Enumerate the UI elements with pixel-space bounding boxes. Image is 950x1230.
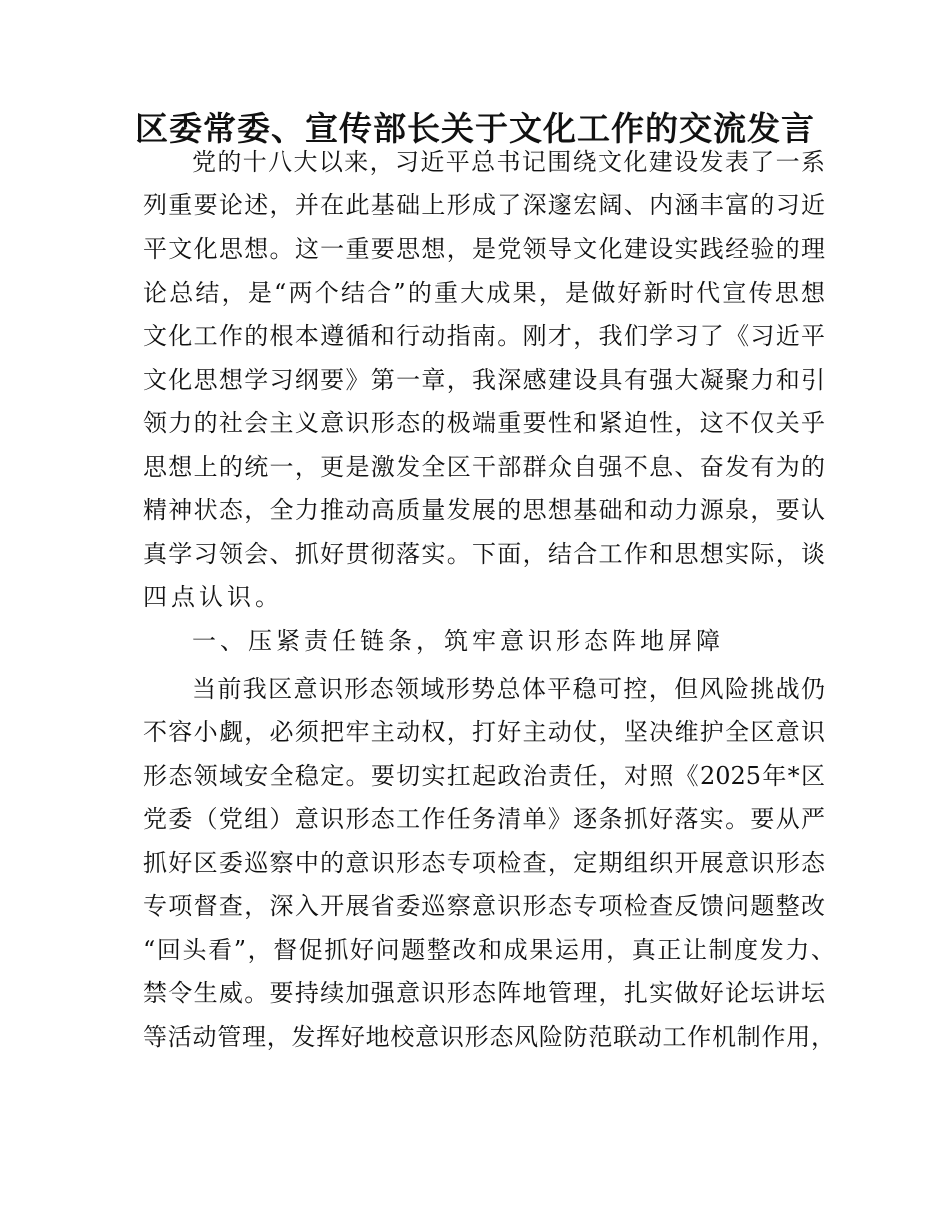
paragraph-line: 领力的社会主义意识形态的极端重要性和紧迫性，这不仅关乎 (143, 409, 825, 437)
paragraph-line: 列重要论述，并在此基础上形成了深邃宏阔、内涵丰富的习近 (143, 191, 825, 219)
paragraph-line: 当前我区意识形态领域形势总体平稳可控，但风险挑战仍 (192, 675, 825, 703)
paragraph-line: 党的十八大以来，习近平总书记围绕文化建设发表了一系 (192, 148, 825, 176)
paragraph-line: 精神状态，全力推动高质量发展的思想基础和动力源泉，要认 (143, 496, 825, 524)
paragraph-line: 禁令生威。要持续加强意识形态阵地管理，扎实做好论坛讲坛 (143, 979, 825, 1007)
paragraph-line: 抓好区委巡察中的意识形态专项检查，定期组织开展意识形态 (143, 849, 825, 877)
paragraph-line: 平文化思想。这一重要思想，是党领导文化建设实践经验的理 (143, 235, 825, 263)
paragraph-line: 不容小觑，必须把牢主动权，打好主动仗，坚决维护全区意识 (143, 718, 825, 746)
document-title: 区委常委、宣传部长关于文化工作的交流发言 (135, 109, 815, 148)
paragraph-line: 形态领域安全稳定。要切实扛起政治责任，对照《2025年*区 (143, 762, 825, 790)
paragraph-line: 等活动管理，发挥好地校意识形态风险防范联动工作机制作用， (143, 1023, 835, 1051)
paragraph-line: 专项督查，深入开展省委巡察意识形态专项检查反馈问题整改 (143, 892, 825, 920)
paragraph-line: “回头看”，督促抓好问题整改和成果运用，真正让制度发力、 (143, 936, 835, 964)
paragraph-line: 论总结，是“两个结合”的重大成果，是做好新时代宣传思想 (143, 279, 825, 307)
paragraph-line: 文化思想学习纲要》第一章，我深感建设具有强大凝聚力和引 (143, 366, 825, 394)
section-heading: 一、压紧责任链条，筑牢意识形态阵地屏障 (192, 627, 724, 655)
paragraph-line: 党委（党组）意识形态工作任务清单》逐条抓好落实。要从严 (143, 805, 825, 833)
paragraph-line: 思想上的统一，更是激发全区干部群众自强不息、奋发有为的 (143, 453, 825, 481)
paragraph-line: 四点认识。 (143, 583, 283, 611)
paragraph-line: 文化工作的根本遵循和行动指南。刚才，我们学习了《习近平 (143, 322, 825, 350)
paragraph-line: 真学习领会、抓好贯彻落实。下面，结合工作和思想实际，谈 (143, 540, 825, 568)
